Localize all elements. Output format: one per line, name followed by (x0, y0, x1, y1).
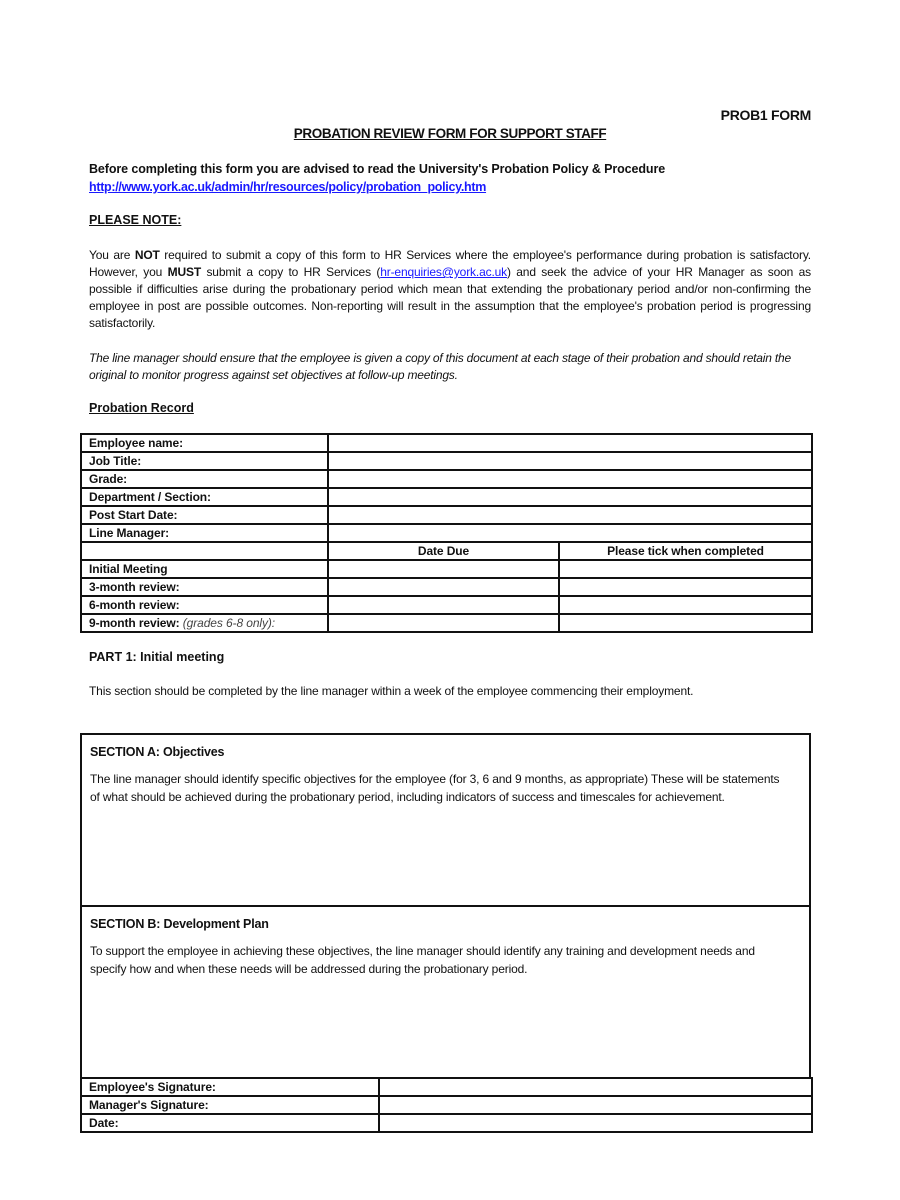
table-row (81, 560, 812, 578)
column-header-completed: Please tick when completed (559, 542, 812, 560)
probation-record-heading: Probation Record (89, 401, 194, 415)
signature-label: Manager's Signature: (81, 1096, 379, 1114)
completed-tick-cell[interactable] (559, 578, 812, 596)
hr-email-link[interactable]: hr-enquiries@york.ac.uk (380, 265, 507, 279)
employee-signature-field[interactable] (379, 1078, 812, 1096)
line-manager-field[interactable] (328, 524, 812, 542)
form-code: PROB1 FORM (720, 107, 811, 123)
review-label (81, 596, 328, 614)
note-text: ) and seek the advice of your HR Manager as soon as possible if difficulties arise during the probationary period which mean that extending the probationary period and/or non-confirming the employee in post are possible outcomes. Non-reporting will result in the assumption that the employee's probation period is progressing satisfactorily. (89, 265, 811, 330)
intro-text: Before completing this form you are advised to read the University's Probation Policy & Procedure (89, 162, 666, 176)
field-label: Grade: (81, 470, 328, 488)
please-note-heading: PLEASE NOTE: (89, 213, 182, 227)
review-label (81, 578, 328, 596)
table-header-row (81, 542, 812, 560)
job-title-field[interactable] (328, 452, 812, 470)
note-text: submit a copy to HR Services ( (201, 265, 381, 279)
review-label-text: 6-month review: (89, 598, 180, 612)
policy-link[interactable]: http://www.york.ac.uk/admin/hr/resources/policy/probation_policy.htm (89, 180, 487, 194)
section-b-development-plan[interactable] (82, 907, 809, 1079)
section-a-title: SECTION A: Objectives (90, 745, 225, 759)
table-row (81, 1078, 812, 1096)
date-due-cell[interactable] (328, 596, 559, 614)
signature-label: Date: (81, 1114, 379, 1132)
review-grade-note: (grades 6-8 only): (182, 616, 276, 630)
table-row (81, 434, 812, 452)
table-row (81, 488, 812, 506)
field-label: Employee name: (81, 434, 328, 452)
column-header-blank (81, 542, 328, 560)
note-text: required to submit a copy of this form to HR Services where the employee's performance during probation is satisfactory. However, you (89, 248, 811, 279)
post-start-date-field[interactable] (328, 506, 812, 524)
probation-record-table (80, 433, 813, 633)
field-label: Post Start Date: (81, 506, 328, 524)
section-a-text: The line manager should identify specific objectives for the employee (for 3, 6 and 9 months, as appropriate) These will be statements of what should be achieved during the probationary period, including indicators of success and timescales for achievement. (90, 772, 780, 804)
table-row (81, 470, 812, 488)
completed-tick-cell[interactable] (559, 614, 812, 632)
field-label: Job Title: (81, 452, 328, 470)
policy-link-row (89, 180, 486, 194)
note-text: You are (89, 248, 135, 262)
date-due-cell[interactable] (328, 560, 559, 578)
date-field[interactable] (379, 1114, 812, 1132)
table-row (81, 578, 812, 596)
section-a-objectives[interactable] (82, 735, 809, 907)
column-header-date-due: Date Due (328, 542, 559, 560)
completed-tick-cell[interactable] (559, 560, 812, 578)
manager-signature-field[interactable] (379, 1096, 812, 1114)
review-label-text: 9-month review: (89, 616, 180, 630)
grade-field[interactable] (328, 470, 812, 488)
section-b-text: To support the employee in achieving these objectives, the line manager should identify any training and development needs and specify how and when these needs will be addressed during the probationary period. (90, 944, 755, 976)
signature-label: Employee's Signature: (81, 1078, 379, 1096)
completed-tick-cell[interactable] (559, 596, 812, 614)
table-row (81, 452, 812, 470)
field-label: Department / Section: (81, 488, 328, 506)
table-row (81, 1114, 812, 1132)
part1-text: This section should be completed by the line manager within a week of the employee commencing their employment. (89, 684, 694, 698)
department-field[interactable] (328, 488, 812, 506)
date-due-cell[interactable] (328, 578, 559, 596)
note-paragraph (89, 247, 811, 332)
review-label-text: 3-month review: (89, 580, 180, 594)
review-label-text: Initial Meeting (89, 562, 168, 576)
sections-box (80, 733, 811, 1079)
table-row (81, 524, 812, 542)
section-b-title: SECTION B: Development Plan (90, 917, 269, 931)
review-label (81, 614, 328, 632)
field-label: Line Manager: (81, 524, 328, 542)
table-row (81, 614, 812, 632)
signature-table (80, 1077, 813, 1133)
page-title: PROBATION REVIEW FORM FOR SUPPORT STAFF (293, 126, 607, 141)
employee-name-field[interactable] (328, 434, 812, 452)
note-emphasis-must: MUST (167, 265, 202, 279)
table-row (81, 506, 812, 524)
review-label (81, 560, 328, 578)
note-emphasis-not: NOT (134, 248, 160, 262)
table-row (81, 596, 812, 614)
table-row (81, 1096, 812, 1114)
date-due-cell[interactable] (328, 614, 559, 632)
part1-heading: PART 1: Initial meeting (89, 650, 225, 664)
line-manager-note: The line manager should ensure that the employee is given a copy of this document at each stage of their probation and should retain the original to monitor progress against set objectives at follow-up meetings. (89, 351, 791, 382)
